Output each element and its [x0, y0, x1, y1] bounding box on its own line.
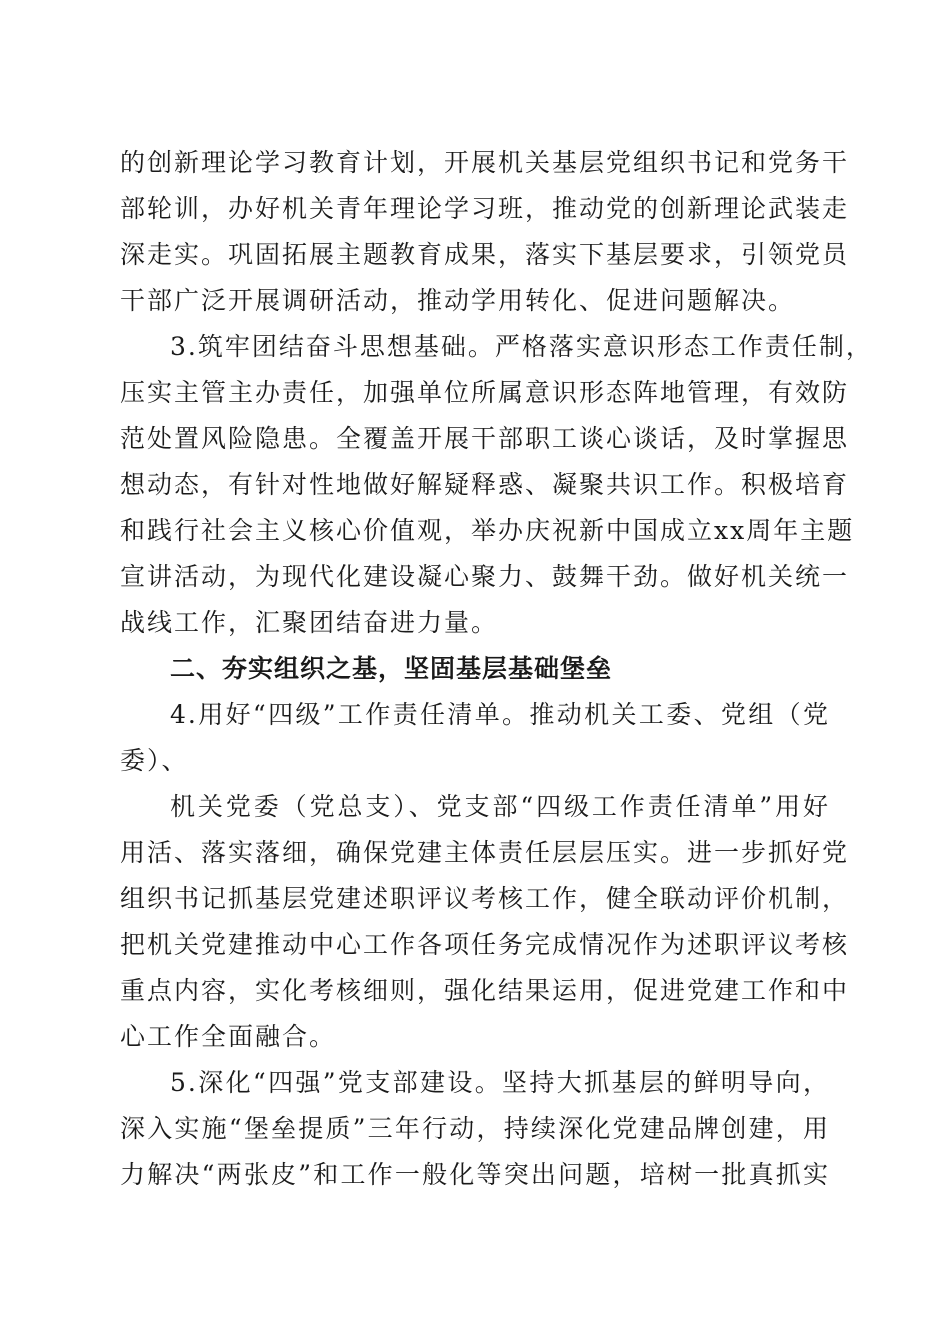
paragraph-line: 宣讲活动，为现代化建设凝心聚力、鼓舞干劲。做好机关统一 — [120, 562, 850, 591]
item-4-title-line: 4.用好“四级”工作责任清单。推动机关工委、党组（党 — [170, 700, 830, 729]
paragraph-line: 力解决“两张皮”和工作一般化等突出问题，培树一批真抓实 — [120, 1160, 830, 1189]
paragraph-line: 范处置风险隐患。全覆盖开展干部职工谈心谈话，及时掌握思 — [120, 424, 850, 453]
paragraph-line: 把机关党建推动中心工作各项任务完成情况作为述职评议考核 — [120, 930, 850, 959]
paragraph-line: 和践行社会主义核心价值观，举办庆祝新中国成立xx周年主题 — [120, 516, 855, 545]
paragraph-line: 想动态，有针对性地做好解疑释惑、凝聚共识工作。积极培育 — [120, 470, 850, 499]
paragraph-line: 压实主管主办责任，加强单位所属意识形态阵地管理，有效防 — [120, 378, 850, 407]
paragraph-line: 机关党委（党总支）、党支部“四级工作责任清单”用好 — [170, 792, 830, 821]
section-heading: 二、夯实组织之基，坚固基层基础堡垒 — [170, 654, 613, 683]
paragraph-line: 重点内容，实化考核细则，强化结果运用，促进党建工作和中 — [120, 976, 850, 1005]
paragraph-line: 部轮训，办好机关青年理论学习班，推动党的创新理论武装走 — [120, 194, 850, 223]
item-5-title-line: 5.深化“四强”党支部建设。坚持大抓基层的鲜明导向， — [170, 1068, 830, 1097]
paragraph-line: 干部广泛开展调研活动，推动学用转化、促进问题解决。 — [120, 286, 796, 315]
document-body — [120, 140, 873, 1198]
paragraph-line: 战线工作，汇聚团结奋进力量。 — [120, 608, 499, 637]
paragraph-line: 深入实施“堡垒提质”三年行动，持续深化党建品牌创建，用 — [120, 1114, 830, 1143]
paragraph-line: 组织书记抓基层党建述职评议考核工作，健全联动评价机制， — [120, 884, 850, 913]
paragraph-line: 用活、落实落细，确保党建主体责任层层压实。进一步抓好党 — [120, 838, 850, 867]
paragraph-line: 心工作全面融合。 — [120, 1022, 337, 1051]
paragraph-line: 的创新理论学习教育计划，开展机关基层党组织书记和党务干 — [120, 148, 850, 177]
item-3-title-line: 3.筑牢团结奋斗思想基础。严格落实意识形态工作责任制， — [170, 332, 873, 361]
paragraph-line: 委）、 — [120, 746, 189, 775]
paragraph-line: 深走实。巩固拓展主题教育成果，落实下基层要求，引领党员 — [120, 240, 850, 269]
